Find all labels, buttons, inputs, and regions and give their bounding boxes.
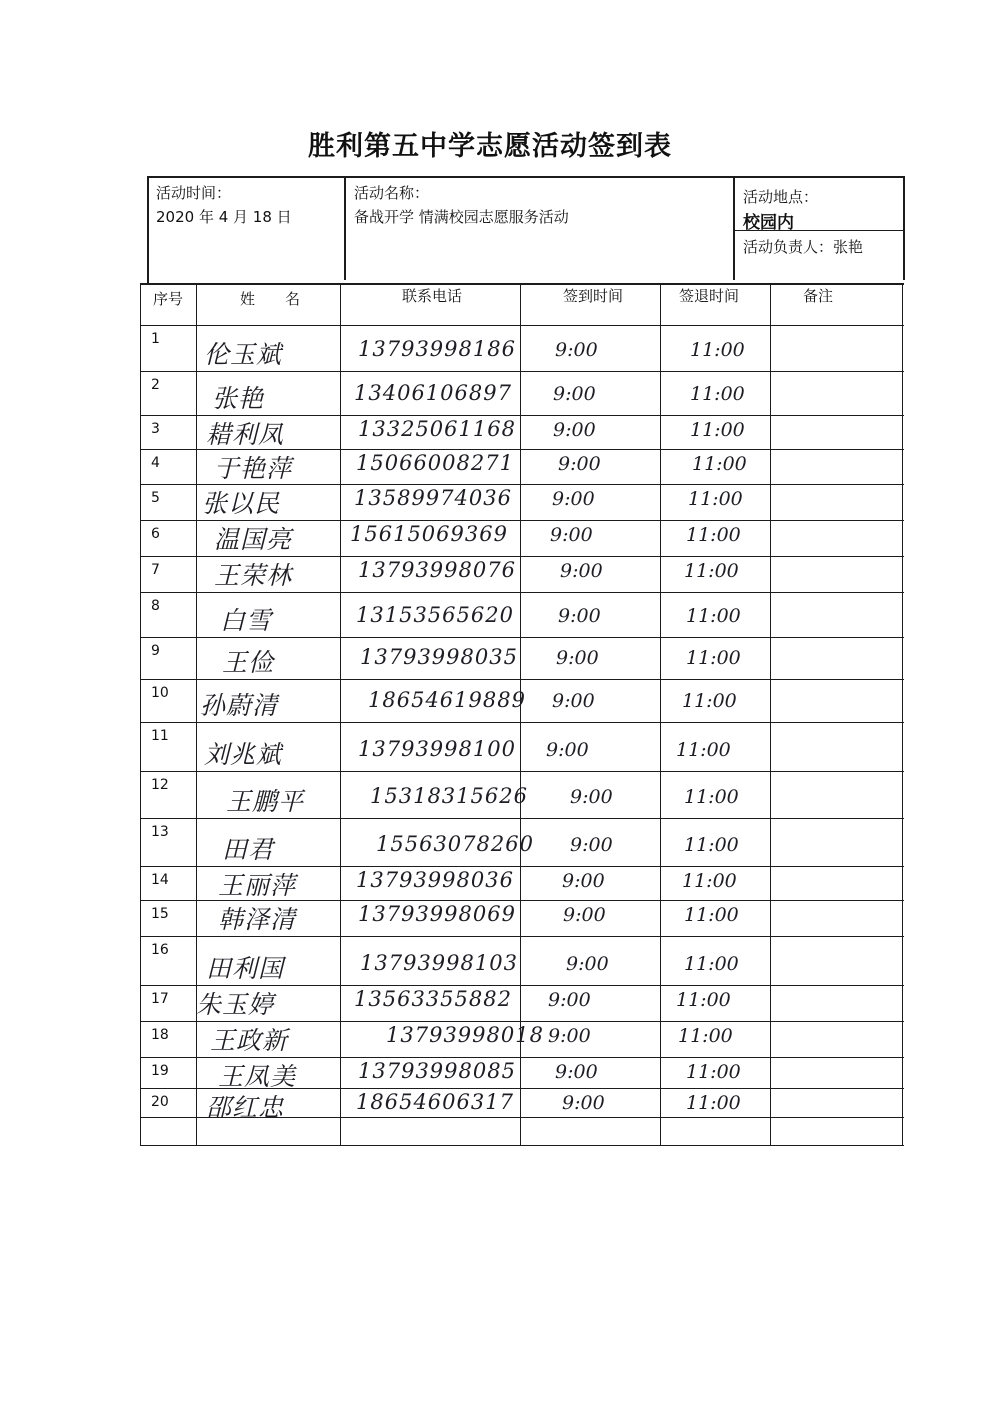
volunteer-name-signature: 王鹏平 — [226, 787, 305, 816]
sign-out-time: 11:00 — [690, 383, 745, 405]
sign-out-time: 11:00 — [686, 647, 741, 669]
phone-number: 13589974036 — [354, 486, 512, 510]
volunteer-name-signature: 张艳 — [212, 384, 265, 413]
phone-number: 13793998036 — [356, 868, 514, 892]
table-border — [140, 371, 904, 372]
table-border — [140, 722, 904, 723]
phone-number: 13793998085 — [358, 1059, 516, 1083]
row-number: 19 — [151, 1063, 169, 1079]
sign-in-time: 9:00 — [550, 524, 593, 546]
sign-in-time: 9:00 — [548, 989, 591, 1011]
row-number: 4 — [151, 455, 160, 471]
table-border — [140, 283, 141, 1146]
sign-out-time: 11:00 — [676, 989, 731, 1011]
sign-in-time: 9:00 — [558, 453, 601, 475]
sign-in-time: 9:00 — [558, 605, 601, 627]
table-border — [140, 818, 904, 819]
sign-out-time: 11:00 — [678, 1025, 733, 1047]
activity-name-label: 活动名称： — [354, 184, 430, 202]
column-header: 序号 — [152, 290, 184, 308]
phone-number: 13793998186 — [358, 337, 516, 361]
table-border — [340, 283, 341, 1146]
phone-number: 18654606317 — [356, 1090, 514, 1114]
phone-number: 18654619889 — [368, 688, 526, 712]
sign-out-time: 11:00 — [684, 786, 739, 808]
volunteer-name-signature: 刘兆斌 — [204, 740, 283, 769]
table-border — [140, 936, 904, 937]
sign-out-time: 11:00 — [684, 953, 739, 975]
row-number: 1 — [151, 331, 160, 347]
volunteer-name-signature: 王凤美 — [218, 1062, 297, 1091]
row-number: 7 — [151, 562, 160, 578]
activity-place-value: 校园内 — [743, 213, 794, 233]
row-number: 10 — [151, 685, 169, 701]
sign-in-time: 9:00 — [552, 488, 595, 510]
activity-leader: 活动负责人：张艳 — [743, 238, 864, 256]
volunteer-name-signature: 于艳萍 — [214, 454, 293, 483]
volunteer-name-signature: 田君 — [222, 835, 275, 864]
volunteer-name-signature: 邵红忠 — [206, 1093, 285, 1122]
row-number: 17 — [151, 991, 169, 1007]
table-border — [733, 176, 735, 280]
row-number: 5 — [151, 490, 160, 506]
table-border — [520, 283, 521, 1146]
sign-in-time: 9:00 — [560, 560, 603, 582]
sign-out-time: 11:00 — [676, 739, 731, 761]
row-number: 12 — [151, 777, 169, 793]
sign-in-time: 9:00 — [553, 383, 596, 405]
volunteer-name-signature: 耤利凤 — [206, 420, 285, 449]
phone-number: 13325061168 — [358, 417, 516, 441]
sign-out-time: 11:00 — [686, 1061, 741, 1083]
column-header: 联系电话 — [401, 287, 463, 305]
activity-place-label: 活动地点： — [743, 188, 819, 206]
table-border — [770, 283, 771, 1146]
phone-number: 15563078260 — [376, 832, 534, 856]
row-number: 6 — [151, 526, 160, 542]
sign-out-time: 11:00 — [688, 488, 743, 510]
table-border — [147, 176, 905, 178]
volunteer-name-signature: 白雪 — [220, 606, 273, 635]
phone-number: 13793998035 — [360, 645, 518, 669]
table-border — [140, 592, 904, 593]
volunteer-name-signature: 王荣林 — [214, 561, 293, 590]
phone-number: 13793998076 — [358, 558, 516, 582]
sign-in-time: 9:00 — [548, 1025, 591, 1047]
row-number: 2 — [151, 377, 160, 393]
volunteer-name-signature: 王政新 — [210, 1026, 289, 1055]
sign-out-time: 11:00 — [686, 605, 741, 627]
sign-out-time: 11:00 — [690, 419, 745, 441]
table-border — [903, 176, 905, 280]
phone-number: 15615069369 — [350, 522, 508, 546]
sign-in-time: 9:00 — [552, 690, 595, 712]
column-header: 签到时间 — [562, 287, 624, 305]
sign-out-time: 11:00 — [682, 690, 737, 712]
sign-out-time: 11:00 — [682, 870, 737, 892]
sign-in-time: 9:00 — [562, 870, 605, 892]
activity-name-value: 备战开学 情满校园志愿服务活动 — [354, 208, 569, 226]
sign-out-time: 11:00 — [686, 524, 741, 546]
table-border — [660, 283, 661, 1146]
phone-number: 13406106897 — [354, 381, 512, 405]
row-number: 14 — [151, 872, 169, 888]
row-number: 11 — [151, 728, 169, 744]
sign-out-time: 11:00 — [684, 904, 739, 926]
table-border — [140, 1145, 904, 1146]
table-border — [140, 283, 904, 285]
volunteer-name-signature: 孙蔚清 — [200, 691, 279, 720]
row-number: 18 — [151, 1027, 169, 1043]
volunteer-name-signature: 朱玉婷 — [196, 990, 275, 1019]
phone-number: 13793998069 — [358, 902, 516, 926]
row-number: 20 — [151, 1094, 169, 1110]
phone-number: 13153565620 — [356, 603, 514, 627]
volunteer-name-signature: 韩泽清 — [218, 905, 297, 934]
phone-number: 13563355882 — [354, 987, 512, 1011]
phone-number: 13793998018 — [386, 1023, 544, 1047]
table-border — [902, 283, 903, 1146]
phone-number: 13793998103 — [360, 951, 518, 975]
phone-number: 13793998100 — [358, 737, 516, 761]
row-number: 3 — [151, 421, 160, 437]
volunteer-name-signature: 田利国 — [206, 954, 285, 983]
sign-in-time: 9:00 — [566, 953, 609, 975]
row-number: 13 — [151, 824, 169, 840]
activity-time-value: 2020 年 4 月 18 日 — [156, 208, 292, 226]
sign-in-time: 9:00 — [563, 904, 606, 926]
row-number: 9 — [151, 643, 160, 659]
sign-in-time: 9:00 — [570, 834, 613, 856]
row-number: 16 — [151, 942, 169, 958]
volunteer-name-signature: 王丽萍 — [218, 871, 297, 900]
column-header: 备注 — [802, 287, 834, 305]
page-title: 胜利第五中学志愿活动签到表 — [308, 131, 672, 162]
table-border — [147, 176, 149, 284]
table-border — [344, 176, 346, 280]
sign-in-time: 9:00 — [553, 419, 596, 441]
phone-number: 15066008271 — [356, 451, 514, 475]
volunteer-name-signature: 温国亮 — [214, 525, 293, 554]
sign-in-time: 9:00 — [555, 1061, 598, 1083]
volunteer-name-signature: 张以民 — [202, 489, 281, 518]
sign-in-time: 9:00 — [556, 647, 599, 669]
sign-in-time: 9:00 — [555, 339, 598, 361]
column-header: 签退时间 — [678, 287, 740, 305]
sign-in-time: 9:00 — [570, 786, 613, 808]
table-border — [140, 771, 904, 772]
phone-number: 15318315626 — [370, 784, 528, 808]
sign-out-time: 11:00 — [684, 560, 739, 582]
sign-out-time: 11:00 — [686, 1092, 741, 1114]
sign-in-time: 9:00 — [562, 1092, 605, 1114]
column-header: 姓 名 — [239, 290, 301, 308]
sign-out-time: 11:00 — [690, 339, 745, 361]
row-number: 15 — [151, 906, 169, 922]
row-number: 8 — [151, 598, 160, 614]
volunteer-name-signature: 伦玉斌 — [204, 340, 283, 369]
sign-out-time: 11:00 — [684, 834, 739, 856]
table-border — [140, 325, 904, 326]
activity-time-label: 活动时间： — [156, 184, 232, 202]
sign-in-time: 9:00 — [546, 739, 589, 761]
sign-out-time: 11:00 — [692, 453, 747, 475]
volunteer-name-signature: 王俭 — [222, 648, 275, 677]
table-border — [140, 637, 904, 638]
table-border — [140, 679, 904, 680]
